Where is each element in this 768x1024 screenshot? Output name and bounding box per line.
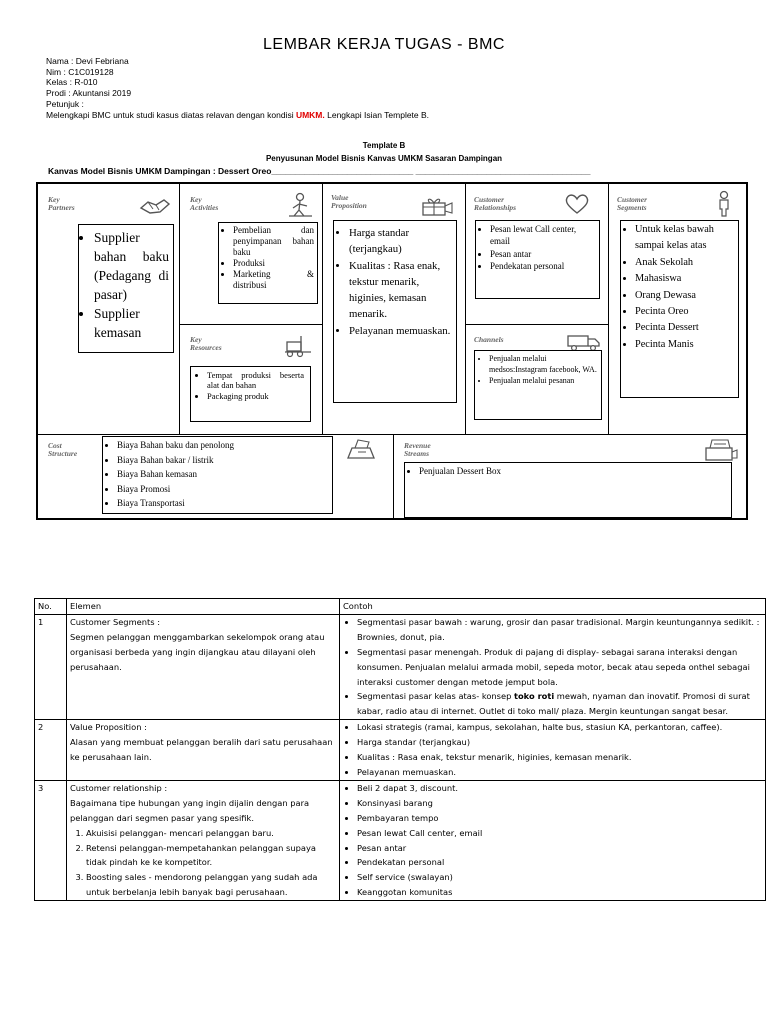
elements-table [34,598,766,901]
key-resources-box [190,366,311,422]
value-proposition-item: • Pelayanan memuaskan. [349,323,452,339]
revenue-streams-heading: Revenue Streams [404,441,431,458]
cash-register-icon [344,436,380,464]
cost-structure-item: • Biaya Bahan baku dan penolong [117,438,329,453]
kanvas-heading: Kanvas Model Bisnis UMKM Dampingan : Dessert Oreo______________________________ _____________________________________ [48,166,591,176]
example-item: • Pesan antar [357,841,762,856]
element-description: Alasan yang membuat pelanggan beralih dari satu perusahaan ke perusahaan lain. [70,737,333,763]
instructions-text [46,110,429,121]
customer-segments-item: • Untuk kelas bawah sampai kelas atas [635,222,735,255]
student-prodi: Prodi : Akuntansi 2019 [46,88,132,99]
element-cell [67,780,340,900]
cost-structure-heading: Cost Structure [48,441,78,458]
example-item: • Kualitas : Rasa enak, tekstur menarik, higinies, kemasan menarik. [357,750,762,765]
business-model-canvas [36,182,748,520]
cost-structure-item: • Biaya Bahan kemasan [117,467,329,482]
instructions-part-2: Lengkapi Isian Templete B. [324,109,430,120]
channels-heading: Channels [474,335,504,344]
key-activities-item: • Produksi [233,258,314,269]
value-proposition-item: • Harga standar (terjangkau) [349,225,452,258]
key-activities-heading: Key Activities [190,195,219,212]
revenue-streams-item: • Penjualan Dessert Box [419,465,728,478]
key-partners-heading: Key Partners [48,195,75,212]
value-proposition-item: • Kualitas : Rasa enak, tekstur menarik, higinies, kemasan menarik. [349,258,452,323]
key-resources-heading: Key Resources [190,335,222,352]
channels-box [474,350,602,420]
example-item: • Pendekatan personal [357,855,762,870]
element-cell [67,614,340,719]
customer-segments-box [620,220,739,398]
instructions-label: Petunjuk : [46,98,84,109]
cost-structure-item: • Biaya Promosi [117,482,329,497]
key-activities-item: • Marketing & distribusi [233,269,314,291]
element-list-item: 3. Boosting sales - mendorong pelanggan yang sudah ada untuk berbelanja lebih banyak bagi perusahaan. [86,870,336,900]
channels-item: • Penjualan melalui medsos:Instagram facebook, WA. [489,353,598,375]
handshake-icon [138,194,172,216]
person-icon [713,190,735,218]
example-item: • Segmentasi pasar menengah. Produk di pajang di display- sebagai sarana interaksi dengan konsumen. Penjualan melalui armada mobil, sepeda motor, becak atau sepeda onthel sebagai interaksi customer dengan metode jemput bola. [357,645,762,690]
template-subtitle: Penyusunan Model Bisnis Kanvas UMKM Sasaran Dampingan [265,154,503,163]
key-partners-item: • Supplier bahan baku (Pedagang di pasar) [94,228,169,304]
cost-structure-item: • Biaya Transportasi [117,496,329,511]
template-label: Template B [362,141,406,150]
example-cell [340,614,766,719]
header-elemen: Elemen [67,599,340,615]
key-resources-item: • Packaging produk [207,391,304,401]
element-title: Customer relationship : [70,782,168,793]
gift-box-icon [419,194,455,218]
customer-relationships-heading: Customer Relationships [474,195,517,212]
heart-icon [563,192,591,216]
customer-relationships-item: • Pesan lewat Call center, email [490,223,596,248]
row-number: 2 [35,720,67,781]
value-proposition-heading: Value Proposition [331,193,367,210]
example-item: • Konsinyasi barang [357,796,762,811]
key-partners-box [78,224,174,353]
cost-structure-box [102,436,333,514]
document-title: LEMBAR KERJA TUGAS - BMC [263,36,505,53]
example-item: • Self service (swalayan) [357,870,762,885]
header-contoh: Contoh [340,599,766,615]
customer-relationships-item: • Pendekatan personal [490,260,596,272]
element-cell [67,720,340,781]
truck-icon [566,332,602,352]
customer-segments-item: • Orang Dewasa [635,288,735,304]
example-item: • Pembayaran tempo [357,811,762,826]
example-item: • Segmentasi pasar bawah : warung, grosir dan pasar tradisional. Margin keuntungannya sedikit. : Brownies, donut, pia. [357,615,762,645]
customer-segments-heading: Customer Segments [617,195,648,212]
element-description: Bagaimana tipe hubungan yang ingin dijalin dengan para pelanggan dari segmen pasar yang spesifik. [70,797,310,823]
row-number: 1 [35,614,67,719]
example-item: • Lokasi strategis (ramai, kampus, sekolahan, halte bus, stasiun KA, perkantoran, caffee). [357,720,762,735]
worker-icon [285,192,315,218]
example-item: • Keanggotan komunitas [357,885,762,900]
student-info [46,56,429,120]
key-activities-item: • Pembelian dan penyimpanan bahan baku [233,225,314,258]
key-resources-item: • Tempat produksi beserta alat dan bahan [207,370,304,391]
student-name: Nama : Devi Febriana [46,56,129,66]
student-class: Kelas : R-010 [46,77,98,88]
example-cell [340,720,766,781]
customer-relationships-box [475,220,600,299]
element-description: Segmen pelanggan menggambarkan sekelompok orang atau organisasi berbeda yang ingin dijangkau atau dilayani oleh perusahaan. [70,631,325,672]
emphasis-text: toko roti [514,691,555,702]
example-item: • Beli 2 dapat 3, discount. [357,781,762,796]
key-partners-item: • Supplier kemasan [94,304,169,342]
row-number: 3 [35,780,67,900]
element-list-item: 2. Retensi pelanggan-mempetahankan pelanggan supaya tidak pindah ke ke kompetitor. [86,841,336,871]
value-proposition-box [333,220,457,403]
customer-relationships-item: • Pesan antar [490,248,596,260]
table-row [35,720,766,781]
student-nim: Nim : C1C019128 [46,66,114,77]
customer-segments-item: • Mahasiswa [635,271,735,287]
example-item-bold: • Segmentasi pasar kelas atas- konsep toko roti mewah, nyaman dan inovatif. Promosi di surat kabar, radio atau di internet. Outlet di toko mall/ plaza. Mergin keuntungan sangat besar. [357,689,762,719]
revenue-streams-box [404,462,732,518]
customer-segments-item: • Pecinta Oreo [635,304,735,320]
element-title: Customer Segments : [70,616,161,627]
key-activities-box [218,222,318,304]
cost-structure-item: • Biaya Bahan bakar / listrik [117,453,329,468]
example-item: • Pesan lewat Call center, email [357,826,762,841]
example-cell [340,780,766,900]
header-no: No. [35,599,67,615]
example-item: • Harga standar (terjangkau) [357,735,762,750]
table-row [35,614,766,719]
table-header-row [35,599,766,615]
customer-segments-item: • Pecinta Dessert [635,320,735,336]
element-title: Value Proposition : [70,722,147,733]
table-row [35,780,766,900]
customer-segments-item: • Anak Sekolah [635,255,735,271]
channels-item: • Penjualan melalui pesanan [489,375,598,386]
example-item: • Pelayanan memuaskan. [357,765,762,780]
customer-segments-item: • Pecinta Manis [635,337,735,353]
instructions-umkm: UMKM. [295,109,325,120]
element-list-item: 1. Akuisisi pelanggan- mencari pelanggan baru. [86,826,336,841]
instructions-part-1: Melengkapi BMC untuk studi kasus diatas relavan dengan kondisi [46,109,296,120]
forklift-icon [281,332,315,358]
